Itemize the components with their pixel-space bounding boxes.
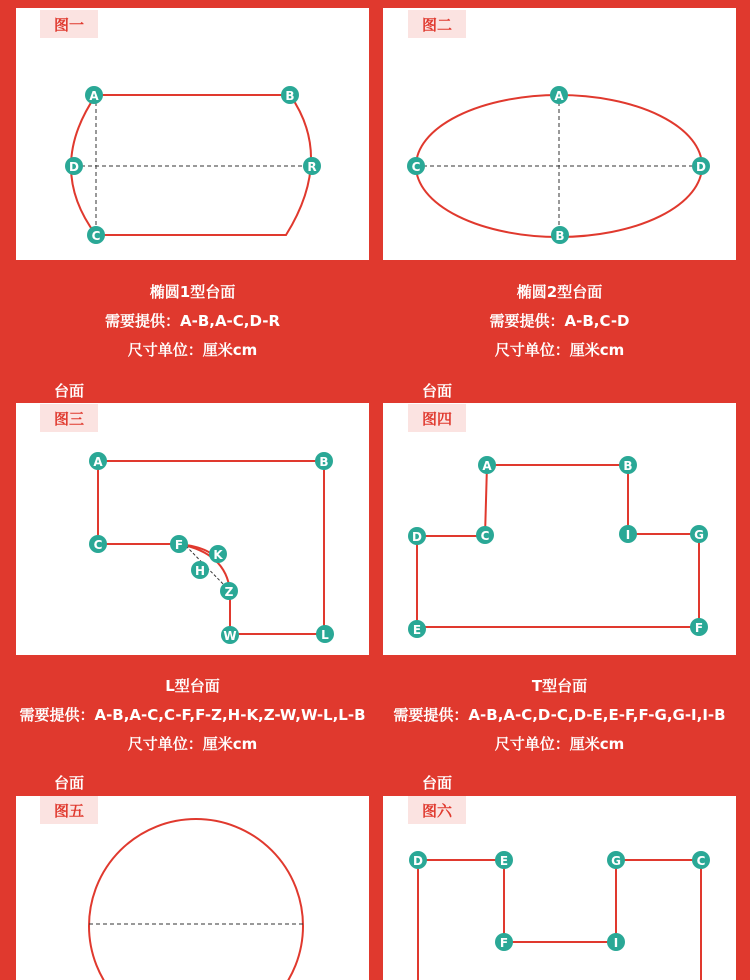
node-B [551,226,569,244]
shape-name: 椭圆2型台面 [516,283,603,301]
figure-tag-5: 图五 [40,796,98,824]
requirement-text: 需要提供：A-B,A-C,D-C,D-E,E-F,F-G,G-I,I-B [393,706,726,724]
svg-text:E: E [499,854,509,868]
node-F [170,535,188,553]
shape-name: L型台面 [165,677,220,695]
node-F [690,618,708,636]
node-C [692,851,710,869]
section-tag-5: 台面 [40,770,98,794]
diagram-panel-3 [16,403,369,655]
node-K [209,545,227,563]
figure-tag-6: 图六 [408,796,466,824]
svg-text:G: G [694,528,704,542]
requirement-text: 需要提供：A-B,C-D [489,312,630,330]
svg-text:F: F [694,621,704,635]
svg-text:B: B [623,459,633,473]
node-D [65,157,83,175]
svg-text:H: H [194,564,206,578]
node-W [221,626,239,644]
figure-tag-4: 图四 [408,404,466,432]
svg-text:F: F [174,538,184,552]
ellipse1-diagram [16,8,369,260]
node-A [478,456,496,474]
svg-text:A: A [554,89,564,103]
svg-text:C: C [411,160,421,174]
svg-text:Z: Z [224,585,234,599]
caption-t-shape [372,672,747,759]
node-B [281,86,299,104]
l-shape-outline [98,461,324,634]
unit-text: 尺寸单位：厘米cm [127,735,258,753]
node-B [315,452,333,470]
svg-text:D: D [696,160,706,174]
requirement-text: 需要提供：A-B,A-C,C-F,F-Z,H-K,Z-W,W-L,L-B [19,706,366,724]
l-shape-diagram [16,403,369,655]
node-L [316,625,334,643]
ellipse2-diagram [383,8,736,260]
unit-text: 尺寸单位：厘米cm [127,341,258,359]
svg-text:B: B [555,229,565,243]
svg-text:G: G [611,854,621,868]
svg-text:B: B [285,89,295,103]
section-tag-4: 台面 [408,378,466,402]
svg-text:I: I [625,528,631,542]
node-D [408,527,426,545]
circle-outline [89,819,303,980]
caption-l-shape [5,672,380,759]
figure-tag-1: 图一 [40,10,98,38]
section-tag-6: 台面 [408,770,466,794]
node-R [303,157,321,175]
node-A [85,86,103,104]
svg-text:D: D [69,160,79,174]
svg-text:D: D [412,530,422,544]
node-F [495,933,513,951]
svg-text:A: A [93,455,103,469]
shape-name: T型台面 [531,677,588,695]
diagram-panel-4 [383,403,736,655]
node-C [407,157,425,175]
figure-tag-3: 图三 [40,404,98,432]
shape-name: 椭圆1型台面 [149,283,236,301]
node-A [550,86,568,104]
svg-text:C: C [480,529,490,543]
svg-text:E: E [412,623,422,637]
svg-text:W: W [223,629,237,643]
caption-ellipse2 [372,278,747,365]
svg-text:F: F [499,936,509,950]
node-E [495,851,513,869]
node-Z [220,582,238,600]
svg-text:I: I [613,936,619,950]
diagram-panel-2 [383,8,736,260]
node-B [619,456,637,474]
diagram-panel-1 [16,8,369,260]
node-G [690,525,708,543]
unit-text: 尺寸单位：厘米cm [494,735,625,753]
svg-text:B: B [319,455,329,469]
node-I [607,933,625,951]
svg-text:C: C [93,538,103,552]
svg-text:A: A [89,89,99,103]
svg-text:C: C [91,229,101,243]
t-shape-outline [417,465,699,627]
requirement-text: 需要提供：A-B,A-C,D-R [104,312,280,330]
svg-text:L: L [321,628,329,642]
caption-ellipse1 [5,278,380,365]
node-D [692,157,710,175]
svg-text:K: K [213,548,223,562]
node-D [409,851,427,869]
node-H [191,561,209,579]
svg-text:D: D [413,854,423,868]
figure-tag-2: 图二 [408,10,466,38]
ellipse1-outline [71,95,311,235]
u-shape-outline [418,860,701,980]
node-E [408,620,426,638]
node-C [89,535,107,553]
node-C [476,526,494,544]
svg-text:C: C [696,854,706,868]
node-A [89,452,107,470]
t-shape-diagram [383,403,736,655]
unit-text: 尺寸单位：厘米cm [494,341,625,359]
node-I [619,525,637,543]
section-tag-3: 台面 [40,378,98,402]
node-G [607,851,625,869]
svg-text:R: R [307,160,317,174]
svg-text:A: A [482,459,492,473]
node-C [87,226,105,244]
